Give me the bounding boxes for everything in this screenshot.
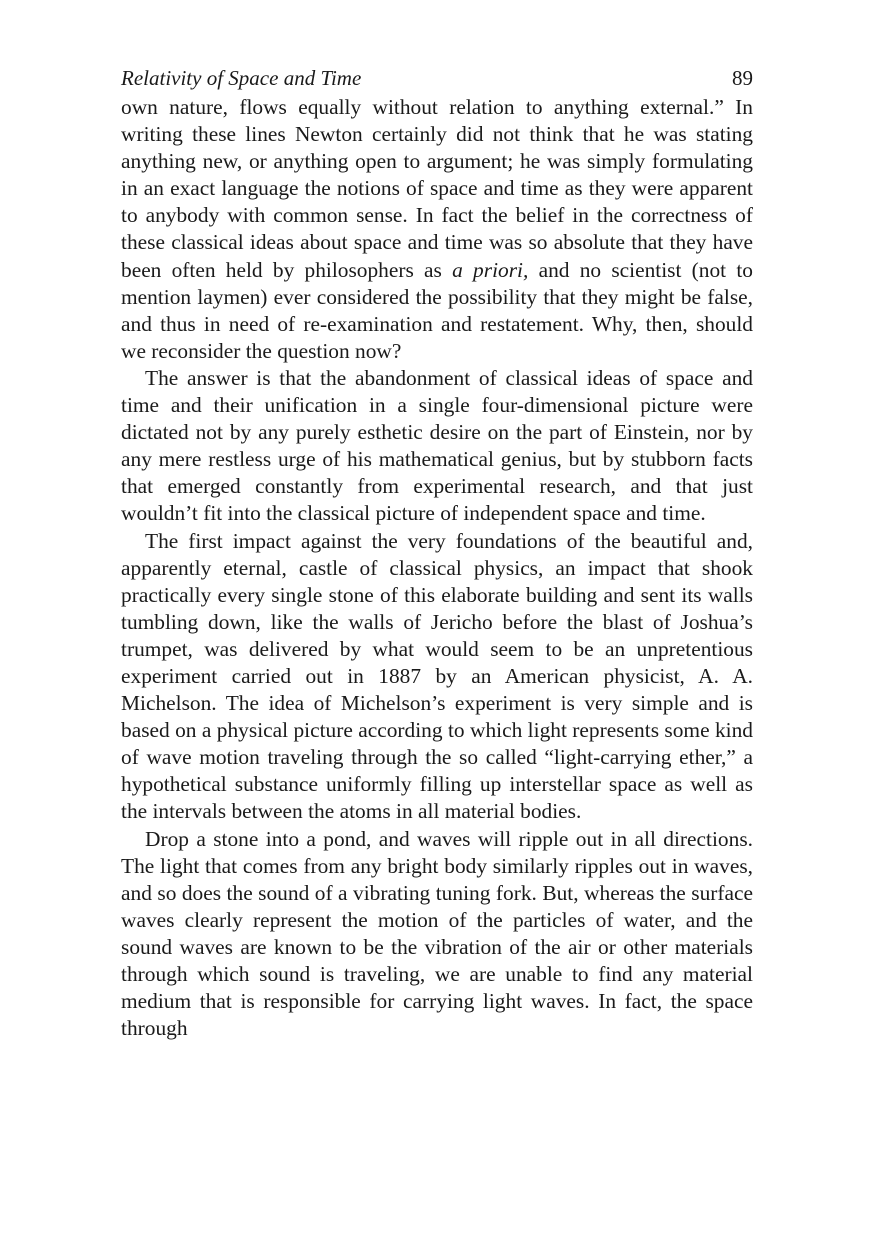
paragraph-1-text-b: and no scientist (not to mention laymen) ever considered the possibility that they might be false, and thus in need of re-examination and restatement. Why, then, should we reconsider the question now? (121, 257, 754, 363)
paragraph-1 (121, 94, 753, 365)
paragraph-4: Drop a stone into a pond, and waves will ripple out in all directions. The light that comes from any bright body similarly ripples out in waves, and so does the sound of a vibrating tuning fork. But, whereas the surface waves clearly represent the motion of the particles of water, and the sound waves are known to be the vibration of the air or other materials through which sound is traveling, we are unable to find any material medium that is responsible for carrying light waves. In fact, the space through (121, 826, 753, 1041)
body-text (121, 94, 753, 1042)
running-title: Relativity of Space and Time (121, 66, 362, 90)
running-head (121, 64, 753, 94)
paragraph-2: The answer is that the abandonment of classical ideas of space and time and their unification in a single four-dimensional picture were dictated not by any purely esthetic desire on the part of Einstein, nor by any mere restless urge of his mathematical genius, but by stubborn facts that emerged constantly from experimental research, and that just wouldn’t fit into the classical picture of independent space and time. (121, 365, 753, 526)
page-number: 89 (732, 66, 753, 90)
paragraph-3: The first impact against the very foundations of the beautiful and, apparently eternal, castle of classical physics, an impact that shook practically every single stone of this elaborate building and sent its walls tumbling down, like the walls of Jericho before the blast of Joshua’s trumpet, was delivered by what would seem to be an unpretentious experiment carried out in 1887 by an American physicist, A. A. Michelson. The idea of Michelson’s experiment is very simple and is based on a physical picture according to which light represents some kind of wave motion traveling through the so called “light-carrying ether,” a hypothetical substance uniformly filling up interstellar space as well as the intervals between the atoms in all material bodies. (121, 528, 753, 824)
paragraph-1-text-a: own nature, flows equally without relation to anything external.” In writing these lines Newton certainly did not think that he was stating anything new, or anything open to argument; he was simply formulating in an exact language the notions of space and time as they were apparent to anybody with common sense. In fact the belief in the correctness of these classical ideas about space and time was so absolute that they have been often held by philosophers as (121, 95, 753, 282)
italic-phrase: a priori, (452, 257, 529, 282)
book-page (121, 64, 753, 1042)
